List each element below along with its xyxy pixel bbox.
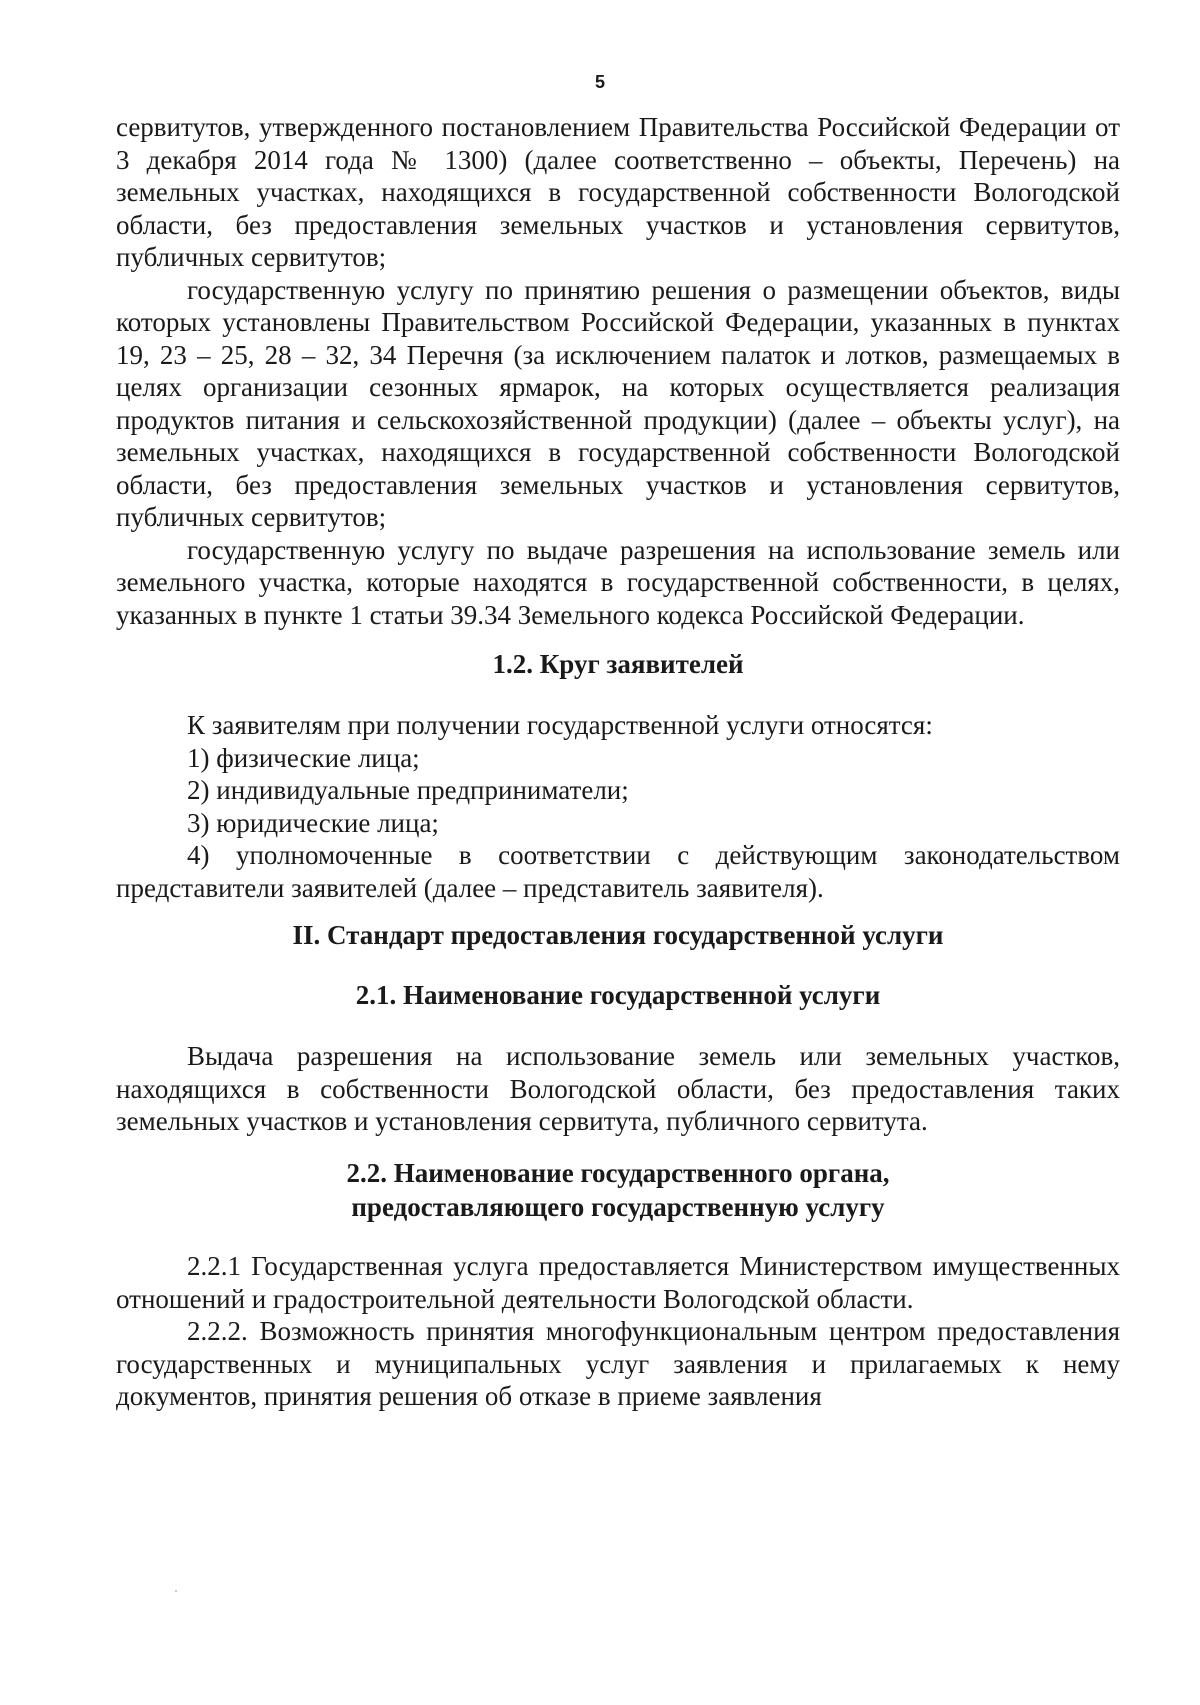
list-item: 4) уполномоченные в соответствии с действующим законодательством представители заявителей (далее – представитель заявителя). xyxy=(116,840,1120,903)
paragraph-2-2-1: 2.2.1 Государственная услуга предоставляется Министерством имущественных отношений и градостроительной деятельности Вологодской области. xyxy=(116,1251,1120,1314)
list-item: 1) физические лица; xyxy=(187,742,420,773)
list-item: 2) индивидуальные предприниматели; xyxy=(187,775,629,805)
paragraph-placement-decision: государственную услугу по принятию решения о размещении объектов, виды которых установлены Правительством Российской Федерации, указанных в пунктах 19, 23 – 25, 28 – 32, 34 Перечня (за исключением палаток и лотков, размещаемых в целях организации сезонных ярмарок, на которых осуществляется реализация продуктов питания и сельскохозяйственной продукции) (далее – объекты услуг), на земельных участках, находящихся в государственной собственности Вологодской области, без предоставления земельных участков и установления сервитутов, публичных сервитутов; xyxy=(116,274,1120,532)
paragraph-land-use-permit: государственную услугу по выдаче разрешения на использование земель или земельного участка, которые находятся в государственной собственности, в целях, указанных в пункте 1 статьи 39.34 Земельного кодекса Российской Федерации. xyxy=(116,534,1120,630)
authority-block xyxy=(116,1250,1120,1413)
heading-line: 2.2. Наименование государственного органа, xyxy=(346,1158,890,1188)
paragraph-2-2-2: 2.2.2. Возможность принятия многофункциональным центром предоставления государственных и муниципальных услуг заявления и прилагаемых к нему документов, принятия решения об отказе в приеме заявления xyxy=(116,1316,1120,1411)
scan-speck xyxy=(175,1590,177,1592)
heading-section-2: II. Стандарт предоставления государственной услуги xyxy=(292,920,944,950)
heading-applicants: 1.2. Круг заявителей xyxy=(492,649,744,679)
paragraph-servitudes-continuation: сервитутов, утвержденного постановлением Правительства Российской Федерации от 3 декабря 2014 года № 1300) (далее соответственно – объекты, Перечень) на земельных участках, находящихся в государственной собственности Вологодской области, без предоставления земельных участков и установления сервитутов, публичных сервитутов; xyxy=(116,112,1120,272)
list-item: 3) юридические лица; xyxy=(187,807,439,838)
service-name-block xyxy=(116,1040,1120,1138)
heading-service-name: 2.1. Наименование государственной услуги xyxy=(355,980,881,1010)
page-number: 5 xyxy=(594,72,605,92)
intro-paragraphs xyxy=(116,111,1120,631)
heading-line: предоставляющего государственную услугу xyxy=(351,1192,885,1222)
applicants-list xyxy=(116,709,1120,904)
paragraph-service-name: Выдача разрешения на использование земель или земельных участков, находящихся в собственности Вологодской области, без предоставления таких земельных участков и установления сервитута, публичного сервитута. xyxy=(116,1041,1120,1136)
heading-providing-authority xyxy=(116,1156,1120,1224)
applicants-intro: К заявителям при получении государственной услуги относятся: xyxy=(187,710,933,740)
